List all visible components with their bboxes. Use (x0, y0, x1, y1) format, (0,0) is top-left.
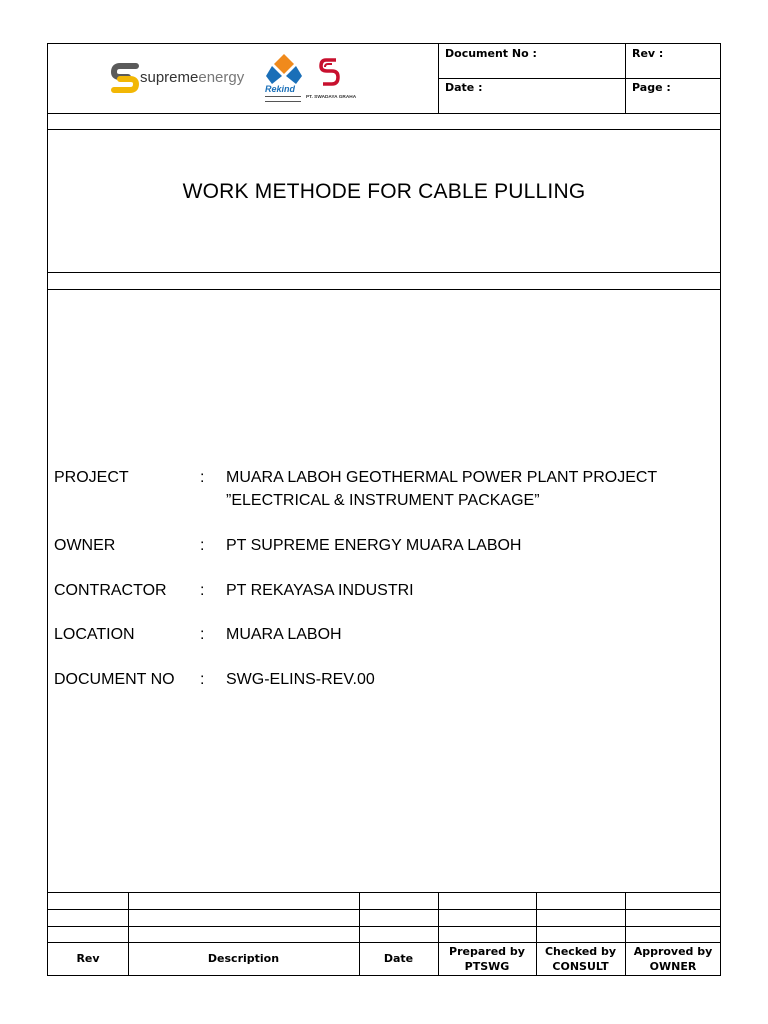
rekind-logo (262, 52, 304, 104)
project-value-line2: ”ELECTRICAL & INSTRUMENT PACKAGE” (226, 492, 540, 509)
rev-header: Rev (76, 952, 100, 965)
revision-table (48, 892, 720, 976)
document-frame (47, 43, 721, 976)
project-value-line1: MUARA LABOH GEOTHERMAL POWER PLANT PROJECT (226, 469, 658, 486)
rule-2 (48, 129, 720, 130)
date-label: Date : (445, 81, 483, 94)
contractor-colon: : (200, 582, 205, 599)
rule-1 (48, 113, 720, 114)
rev-label: Rev : (632, 47, 664, 60)
rev-row-line-3 (48, 942, 720, 943)
rekind-text: Rekind (265, 84, 296, 94)
owner-colon: : (200, 537, 205, 554)
location-label: LOCATION (54, 626, 135, 643)
document-no-info-label: DOCUMENT NO (54, 671, 175, 688)
prepared-line1: Prepared by (449, 945, 525, 958)
approved-line2: OWNER (649, 960, 697, 973)
rule-3 (48, 272, 720, 273)
prepared-line2: PTSWG (464, 960, 510, 973)
checked-line2: CONSULT (552, 960, 609, 973)
document-no-colon: : (200, 671, 205, 688)
prepared-by-header (438, 944, 536, 974)
location-value: MUARA LABOH (226, 626, 342, 643)
approved-line1: Approved by (633, 945, 713, 958)
rev-row-line-1 (48, 909, 720, 910)
swadaya-text: PT. SWADAYA GRAHA (306, 94, 357, 100)
page-label: Page : (632, 81, 671, 94)
swadaya-mark-icon (318, 56, 342, 88)
rekind-tagline-lines (265, 96, 301, 102)
rev-row-line-2 (48, 926, 720, 927)
contractor-value: PT REKAYASA INDUSTRI (226, 582, 414, 599)
approved-by-header (625, 944, 721, 974)
supreme-energy-text: supremeenergy (140, 69, 245, 86)
swadaya-graha-logo (306, 56, 376, 102)
checked-by-header (536, 944, 625, 974)
header-mid-line (438, 78, 720, 79)
supreme-energy-logo (110, 60, 260, 96)
owner-label: OWNER (54, 537, 116, 554)
document-no-value: SWG-ELINS-REV.00 (226, 671, 375, 688)
contractor-label: CONTRACTOR (54, 582, 167, 599)
project-colon: : (200, 469, 205, 486)
project-label: PROJECT (54, 469, 129, 486)
description-header: Description (207, 952, 280, 965)
rev-table-top (48, 892, 720, 893)
date-header: Date (383, 952, 414, 965)
owner-value: PT SUPREME ENERGY MUARA LABOH (226, 537, 522, 554)
rule-4 (48, 289, 720, 290)
location-colon: : (200, 626, 205, 643)
rekind-mark-icon (264, 52, 304, 86)
document-no-label: Document No : (445, 47, 537, 60)
document-title: WORK METHODE FOR CABLE PULLING (182, 180, 586, 203)
supreme-energy-s-icon (110, 60, 140, 96)
checked-line1: Checked by (544, 945, 617, 958)
